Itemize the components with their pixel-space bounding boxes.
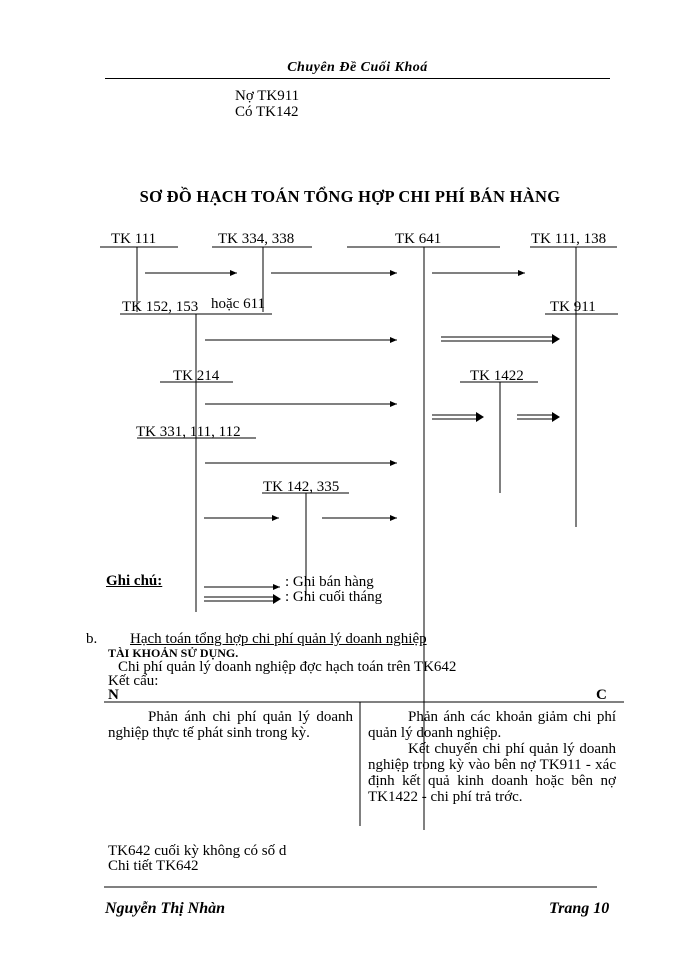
section-b-marker: b. bbox=[86, 631, 98, 647]
table-left-column: Phản ánh chi phí quản lý doanh nghiệp thực tế phát sinh trong kỳ. bbox=[108, 709, 353, 741]
label-tk214: TK 214 bbox=[173, 368, 220, 384]
entry-debit: Nợ TK911 bbox=[235, 88, 300, 104]
label-tk111-138: TK 111, 138 bbox=[531, 231, 607, 247]
label-tk1422: TK 1422 bbox=[470, 368, 524, 384]
section-b-line2: Kết cấu: bbox=[108, 673, 159, 689]
legend-double-label: : Ghi cuối tháng bbox=[285, 589, 383, 605]
label-tk331: TK 331, 111, 112 bbox=[136, 424, 241, 440]
entry-credit: Có TK142 bbox=[235, 104, 299, 120]
table-right-column-2: Kết chuyển chi phí quản lý doanh nghiệp trong kỳ vào bên nợ TK911 - xác định kết quả kinh doanh hoặc bên nợ TK1422 - chi phí trả trớc. bbox=[368, 741, 616, 805]
footer-author: Nguyễn Thị Nhàn bbox=[105, 900, 226, 917]
section-b-line1: Chi phí quản lý doanh nghiệp đợc hạch toán trên TK642 bbox=[118, 659, 457, 675]
section-b-sub: TÀI KHOẢN SỬ DỤNG. bbox=[108, 646, 239, 660]
footer-page: Trang 10 bbox=[549, 900, 610, 917]
double-arrow-tk911-head bbox=[552, 334, 560, 344]
label-tk111: TK 111 bbox=[111, 231, 157, 247]
label-tk152-suffix: hoặc 611 bbox=[211, 296, 266, 312]
label-tk641: TK 641 bbox=[395, 231, 442, 247]
section-b-heading: Hạch toán tổng hợp chi phí quản lý doanh nghiệp bbox=[130, 631, 427, 647]
table-right-column-1: Phản ánh các khoản giảm chi phí quản lý doanh nghiệp. bbox=[368, 709, 616, 741]
debit-label: N bbox=[108, 687, 119, 703]
label-tk334: TK 334, 338 bbox=[218, 231, 295, 247]
label-tk142: TK 142, 335 bbox=[263, 479, 340, 495]
legend-title: Ghi chú: bbox=[106, 573, 163, 589]
label-tk911: TK 911 bbox=[550, 299, 596, 315]
closing-line-1: TK642 cuối kỳ không có số d bbox=[108, 843, 287, 859]
legend-double-head bbox=[273, 594, 281, 604]
legend-single-label: : Ghi bán hàng bbox=[285, 574, 374, 590]
header-title: Chuyên Đề Cuối Khoá bbox=[287, 60, 428, 75]
label-tk152: TK 152, 153 bbox=[122, 299, 199, 315]
closing-line-2: Chi tiết TK642 bbox=[108, 858, 199, 874]
credit-label: C bbox=[596, 687, 607, 703]
diagram-title: SƠ ĐỒ HẠCH TOÁN TỔNG HỢP CHI PHÍ BÁN HÀNG bbox=[139, 187, 561, 206]
